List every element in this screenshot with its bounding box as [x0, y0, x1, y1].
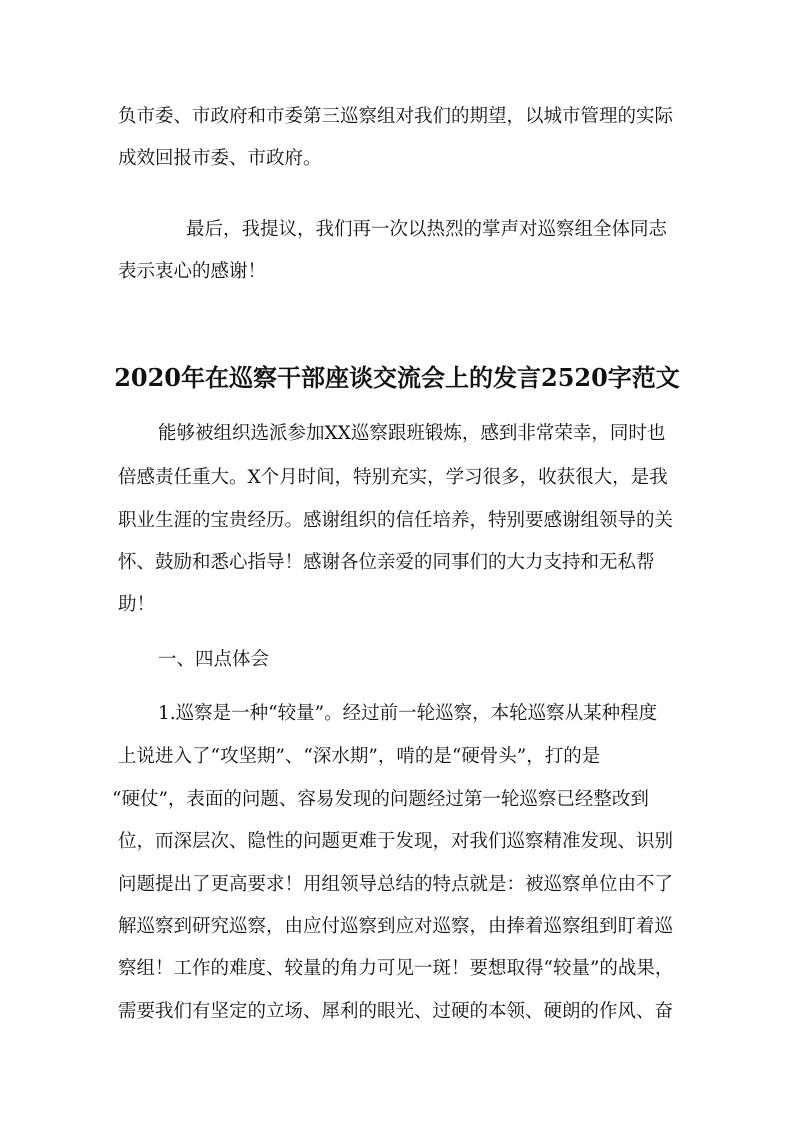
body-text-line: 成效回报市委、市政府。 — [118, 148, 322, 169]
point-paragraph-line: 1.巡察是一种“较量”。经过前一轮巡察，本轮巡察从某种程度 — [158, 703, 658, 724]
point-paragraph-line: 察组！工作的难度、较量的角力可见一斑！要想取得“较量”的战果， — [118, 958, 674, 979]
point-paragraph-line: “硬仗”，表面的问题、容易发现的问题经过第一轮巡察已经整改到 — [112, 789, 649, 810]
body-text-line: 负市委、市政府和市委第三巡察组对我们的期望，以城市管理的实际 — [118, 106, 674, 127]
intro-paragraph-line: 倍感责任重大。X个月时间，特别充实，学习很多，收获很大，是我 — [118, 467, 668, 488]
closing-paragraph-line: 最后，我提议，我们再一次以热烈的掌声对巡察组全体同志 — [186, 219, 668, 240]
intro-paragraph-line: 助！ — [118, 594, 156, 615]
point-paragraph-line: 需要我们有坚定的立场、犀利的眼光、过硬的本领、硬朗的作风、奋 — [118, 1001, 674, 1022]
point-paragraph-line: 位，而深层次、隐性的问题更难于发现，对我们巡察精准发现、识别 — [118, 831, 674, 852]
section-heading: 一、四点体会 — [158, 649, 270, 670]
intro-paragraph-line: 怀、鼓励和悉心指导！感谢各位亲爱的同事们的大力支持和无私帮 — [118, 552, 655, 573]
point-paragraph-line: 上说进入了“攻坚期”、“深水期”，啃的是“硬骨头”，打的是 — [118, 746, 601, 767]
intro-paragraph-line: 职业生涯的宝贵经历。感谢组织的信任培养，特别要感谢组领导的关 — [118, 510, 674, 531]
point-paragraph-line: 问题提出了更高要求！用组领导总结的特点就是：被巡察单位由不了 — [118, 874, 674, 895]
article-title: 2020年在巡察干部座谈交流会上的发言2520字范文 — [114, 363, 680, 392]
closing-paragraph-line: 表示衷心的感谢！ — [118, 261, 267, 282]
intro-paragraph-line: 能够被组织选派参加XX巡察跟班锻炼，感到非常荣幸，同时也 — [158, 423, 666, 444]
point-paragraph-line: 解巡察到研究巡察，由应付巡察到应对巡察，由捧着巡察组到盯着巡 — [118, 916, 674, 937]
